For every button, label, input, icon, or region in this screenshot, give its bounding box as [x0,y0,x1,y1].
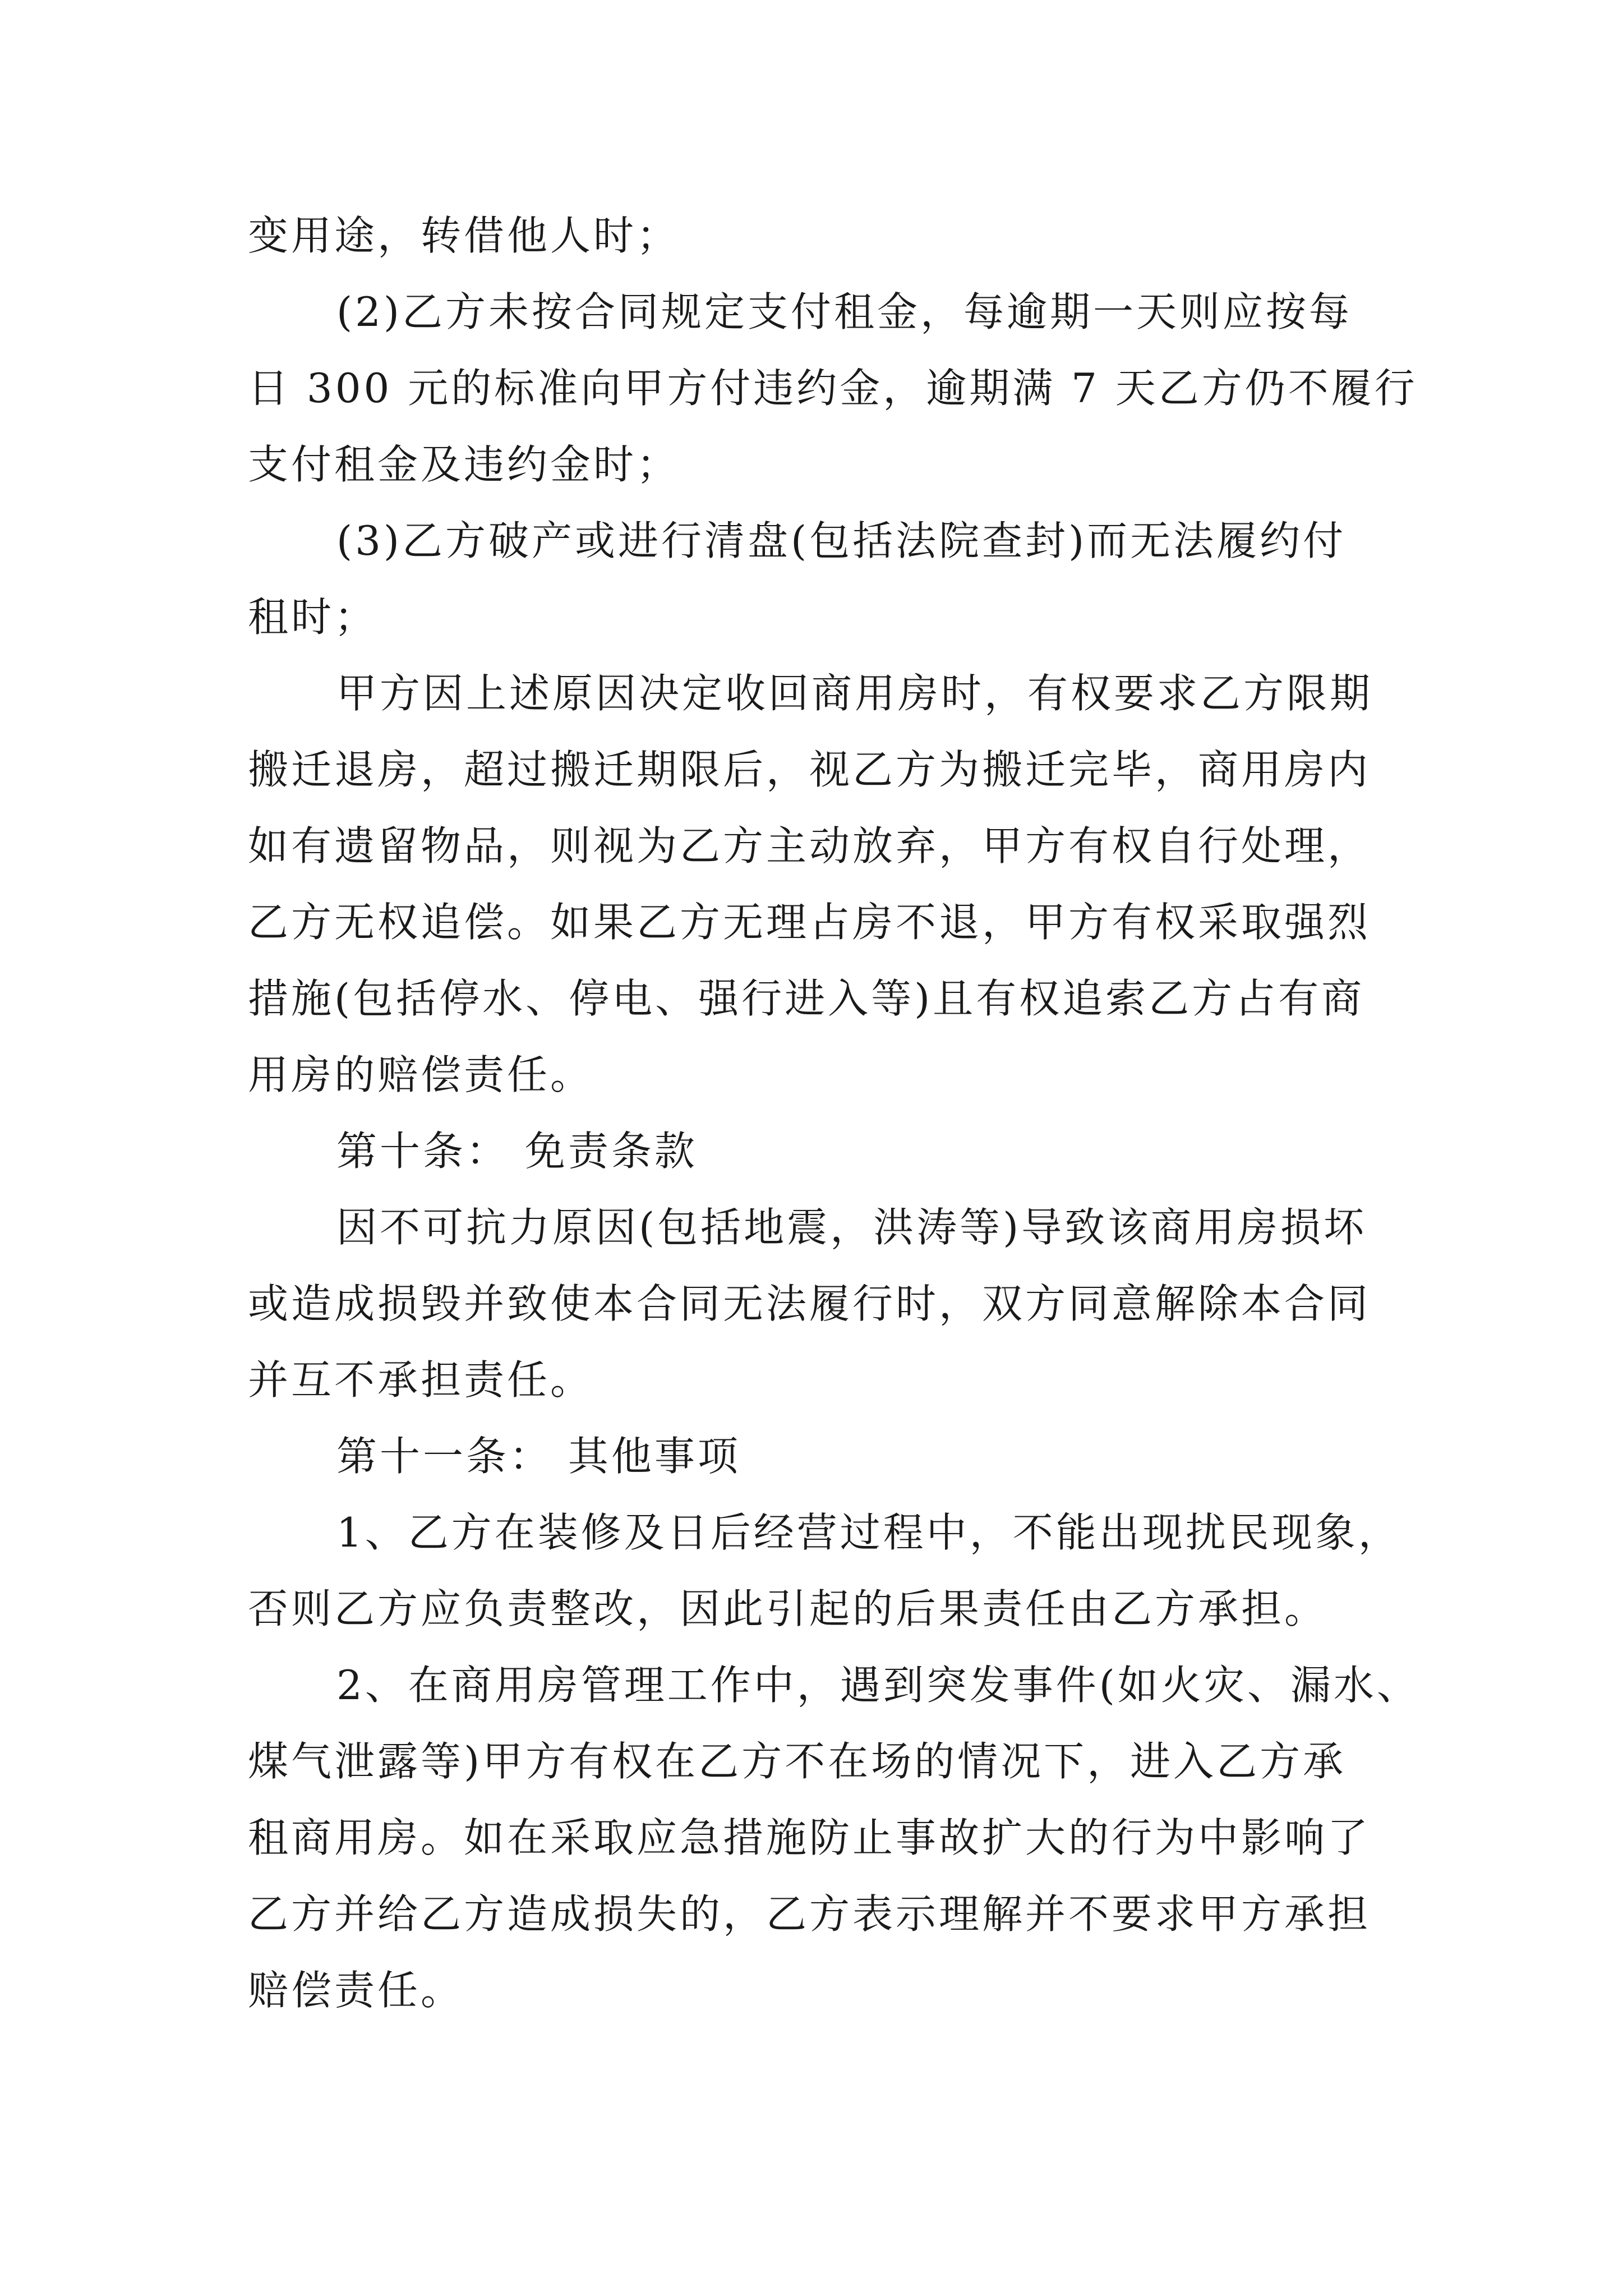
text-line: 日 300 元的标准向甲方付违约金，逾期满 7 天乙方仍不履行 [248,365,1418,412]
text-line: 搬迁退房，超过搬迁期限后，视乙方为搬迁完毕，商用房内 [248,746,1371,793]
text-line: 赔偿责任。 [248,1967,464,2014]
text-line: (3)乙方破产或进行清盘(包括法院查封)而无法履约付 [336,517,1347,564]
text-line: 2、在商用房管理工作中，遇到突发事件(如火灾、漏水、 [336,1662,1420,1709]
text-line: 并互不承担责任。 [248,1356,594,1404]
text-line: 变用途，转借他人时； [248,212,680,259]
text-line: 如有遗留物品，则视为乙方主动放弃，甲方有权自行处理， [248,822,1371,869]
text-line: 租商用房。如在采取应急措施防止事故扩大的行为中影响了 [248,1814,1371,1861]
text-line: 因不可抗力原因(包括地震，洪涛等)导致该商用房损坏 [336,1204,1367,1251]
text-line: 或造成损毁并致使本合同无法履行时，双方同意解除本合同 [248,1280,1371,1327]
text-line: 措施(包括停水、停电、强行进入等)且有权追索乙方占有商 [248,975,1365,1022]
text-line: (2)乙方未按合同规定支付租金，每逾期一天则应按每 [336,288,1352,335]
text-line: 乙方并给乙方造成损失的，乙方表示理解并不要求甲方承担 [248,1890,1371,1938]
text-line: 支付租金及违约金时； [248,441,680,488]
section-heading: 第十条： 免责条款 [336,1128,698,1175]
text-line: 甲方因上述原因决定收回商用房时，有权要求乙方限期 [336,670,1373,717]
text-line: 煤气泄露等)甲方有权在乙方不在场的情况下，进入乙方承 [248,1738,1347,1785]
text-line: 否则乙方应负责整改，因此引起的后果责任由乙方承担。 [248,1585,1328,1632]
section-heading: 第十一条： 其他事项 [336,1433,741,1480]
text-line: 乙方无权追偿。如果乙方无理占房不退，甲方有权采取强烈 [248,899,1371,946]
text-line: 用房的赔偿责任。 [248,1051,594,1098]
document-body [248,197,1420,2028]
text-line: 1、乙方在装修及日后经营过程中，不能出现扰民现象， [336,1509,1401,1556]
text-line: 租时； [248,593,378,641]
